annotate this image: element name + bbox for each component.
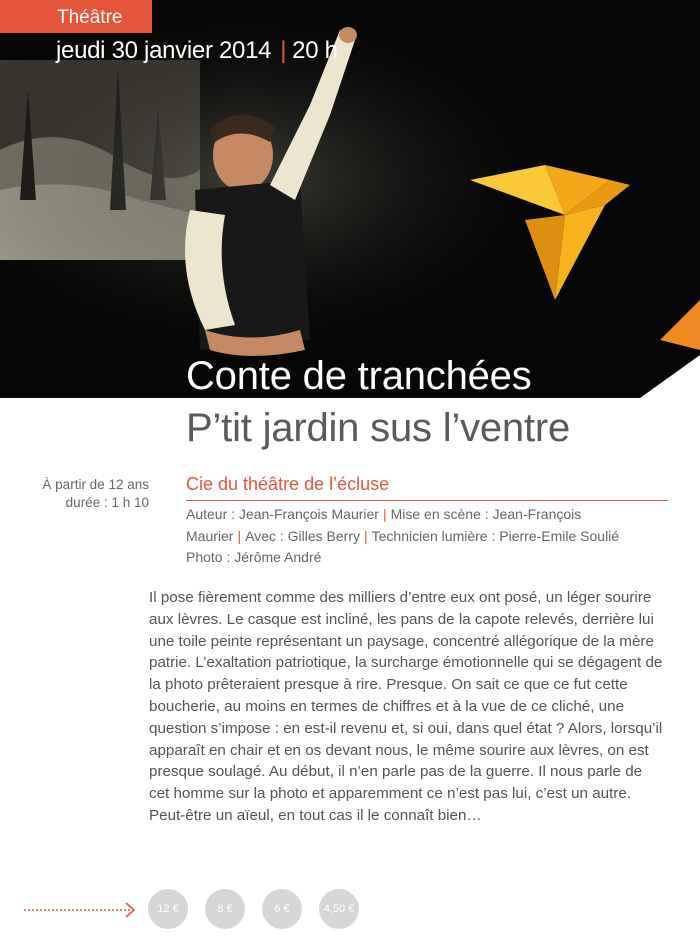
title-line-2: P’tit jardin sus l’ventre bbox=[186, 406, 571, 450]
dotted-arrow-icon bbox=[24, 900, 140, 920]
description: Il pose fièrement comme des milliers d’entre eux ont posé, un léger sourire aux lèvres. Le casque est incliné, les pans de la capote relevés, derrière lui une toile peinte représentant un paysage, concentré allégorique de la mère patrie. L’exaltation patriotique, la surcharge émotionnelle qui se dégagent de la photo prêteraient presque à rire. Presque. On sait ce que ce fut cette boucherie, au moins en termes de chiffres et à la vue de ce cliché, une question s’impose : en est-il revenu et, si oui, dans quel état ? Alors, lorsqu’il apparaît en chair et en os devant nous, le même sourire aux lèvres, on est presque soulagé. Au début, il n’en parle pas de la guerre. Il nous parle de cet homme sur la photo et apparemment ce n’est pas lui, c’est un autre. Peut-être un aïeul, en tout cas il le connaît bien… bbox=[149, 589, 663, 824]
price-badge: 12 € bbox=[148, 889, 188, 929]
credit-cast: Avec : Gilles Berry bbox=[245, 527, 360, 544]
show-title bbox=[186, 350, 570, 454]
price-badge: 6 € bbox=[262, 889, 302, 929]
credit-author: Auteur : Jean-François Maurier bbox=[186, 506, 379, 522]
credit-director: Mise en scène : Jean-François Maurier bbox=[186, 506, 582, 544]
price-badge: 8 € bbox=[205, 889, 245, 929]
age-rating: À partir de 12 ans bbox=[42, 477, 149, 492]
duration: durée : 1 h 10 bbox=[65, 495, 149, 510]
price-list bbox=[148, 889, 359, 929]
credit-photo: Photo : Jérôme André bbox=[186, 549, 322, 565]
price-badge: 4,50 € bbox=[319, 889, 359, 929]
show-info bbox=[20, 476, 149, 512]
hero-image bbox=[0, 0, 700, 398]
credit-lighting: Technicien lumière : Pierre-Emile Soulié bbox=[371, 527, 620, 544]
event-time: 20 h bbox=[292, 37, 338, 64]
dateline bbox=[56, 37, 338, 65]
category-label: Théâtre bbox=[0, 0, 152, 33]
title-line-1: Conte de tranchées bbox=[186, 354, 532, 398]
credits bbox=[186, 504, 668, 569]
separator: | bbox=[382, 506, 387, 522]
event-date: jeudi 30 janvier 2014 bbox=[56, 37, 272, 64]
separator: | bbox=[237, 527, 242, 544]
separator: | bbox=[364, 527, 368, 544]
separator: | bbox=[280, 37, 287, 64]
company-name: Cie du théâtre de l’écluse bbox=[186, 474, 668, 501]
